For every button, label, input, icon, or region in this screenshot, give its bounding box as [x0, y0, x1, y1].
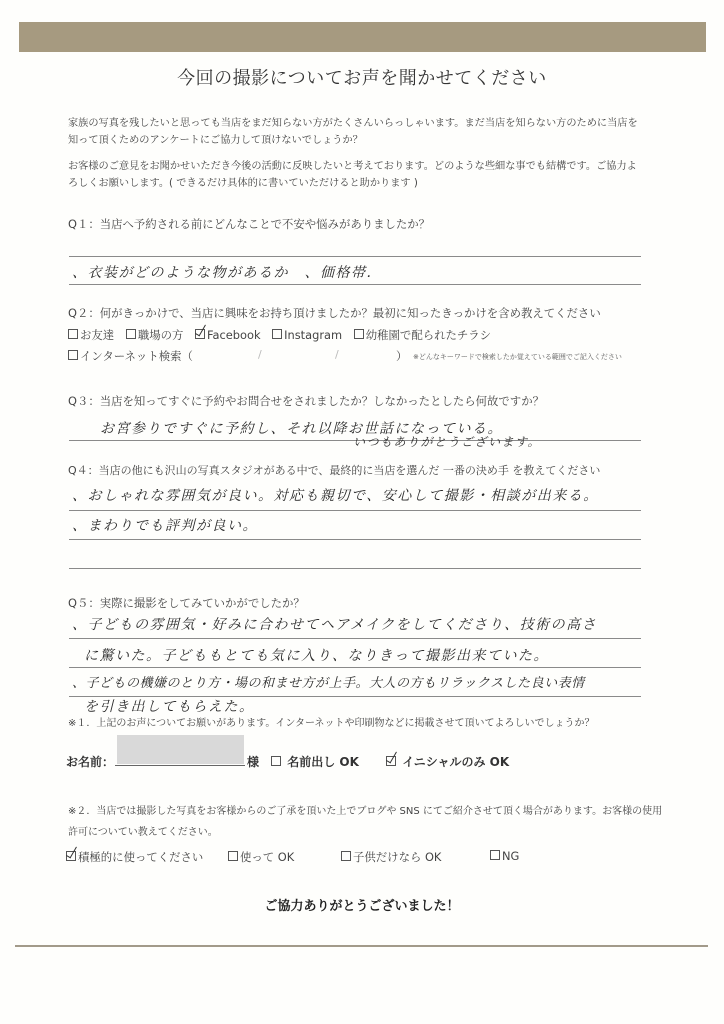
- name-suffix: 様: [247, 755, 260, 769]
- q2-option-instagram[interactable]: [272, 328, 342, 342]
- note-2: [68, 802, 662, 838]
- q2-option-facebook[interactable]: [195, 328, 261, 342]
- option-label: 職場の方: [137, 328, 184, 342]
- q4-answer-line: [69, 539, 641, 540]
- option-label: Facebook: [207, 328, 261, 342]
- q5-answer[interactable]: を引き出してもらえた。: [84, 699, 255, 715]
- q2-option-coworker[interactable]: [126, 328, 184, 342]
- note-line: 許可についてい教えてください。: [68, 827, 218, 838]
- page-title: 今回の撮影についてお声を聞かせてください: [177, 68, 547, 89]
- checkbox[interactable]: [490, 850, 500, 860]
- footer-divider: [15, 945, 708, 947]
- option-label: 幼稚園で配られたチラシ: [365, 328, 492, 342]
- option-label: Instagram: [284, 328, 343, 342]
- intro-paragraph-1: [68, 115, 668, 149]
- q5-question: Q５：実際に撮影をしてみていかがでしたか？: [68, 596, 305, 610]
- q3-answer[interactable]: いつもありがとうございます。: [353, 435, 542, 449]
- q4-answer[interactable]: 、まわりでも評判が良い。: [72, 518, 258, 534]
- usage-option-use-ok[interactable]: [228, 849, 294, 865]
- option-label: 積極的に使ってください: [78, 850, 204, 864]
- name-field-redacted[interactable]: [117, 735, 244, 764]
- option-label: インターネット検索（: [80, 349, 193, 363]
- q4-question: Q４：当店の他にも沢山の写真スタジオがある中で、最終的に当店を選んだ 一番の決め手 を教えてください: [68, 464, 601, 477]
- q2-option-friend[interactable]: [68, 328, 114, 342]
- checkbox[interactable]: [68, 329, 78, 339]
- header-bar: [19, 22, 706, 52]
- checkbox[interactable]: [272, 329, 282, 339]
- name-full-ok-option[interactable]: [271, 753, 359, 770]
- name-field-underline: [115, 765, 245, 766]
- separator-slash: /: [258, 348, 262, 361]
- option-label: 使って OK: [240, 850, 295, 864]
- checkbox[interactable]: [126, 329, 136, 339]
- q4-answer-line: [69, 568, 641, 569]
- checkbox[interactable]: [68, 350, 78, 360]
- q2-question: Q２：何がきっかけで、当店に興味をお持ち頂けましたか？最初に知ったきっかけを含め教えてください: [68, 306, 601, 320]
- note-1: ※１．上記のお声についてお願いがあります。インターネットや印刷物などに掲載させて頂いてよろしいでしょうか？: [68, 718, 595, 729]
- q1-answer-line: [69, 256, 641, 257]
- q5-answer-line: [69, 667, 641, 668]
- initials-only-ok-option[interactable]: [386, 753, 509, 770]
- intro-line: ろしくお願いします。( できるだけ具体的に書いていただけると助かります ): [68, 178, 418, 189]
- q1-answer-line: [69, 284, 641, 285]
- name-label: お名前：: [66, 755, 115, 769]
- intro-line: 知って頂くためのアンケートにご協力して頂けないでしょうか？: [68, 135, 363, 146]
- option-label: お友達: [80, 328, 115, 342]
- intro-paragraph-2: [68, 158, 668, 192]
- usage-option-actively-use[interactable]: [66, 849, 203, 865]
- option-label: イニシャルのみ OK: [402, 755, 510, 769]
- q1-answer[interactable]: 、衣装がどのような物があるか 、価格帯.: [72, 265, 373, 281]
- option-label: NG: [502, 849, 520, 863]
- thanks-message: ご協力ありがとうございました！: [264, 899, 460, 914]
- checkbox[interactable]: [341, 851, 351, 861]
- usage-option-ng[interactable]: [490, 849, 519, 863]
- q5-answer-line: [69, 638, 641, 639]
- checkbox-checked[interactable]: [386, 756, 396, 766]
- q2-options-row-1: [68, 327, 491, 343]
- checkbox[interactable]: [228, 851, 238, 861]
- q2-search-close-paren: ）: [396, 349, 408, 363]
- note-line: ※２．当店では撮影した写真をお客様からのご了承を頂いた上でブログや SNS にてご紹介させて頂く場合があります。お客様の使用: [68, 806, 663, 817]
- q4-answer[interactable]: 、おしゃれな雰囲気が良い。対応も親切で、安心して撮影・相談が出来る。: [72, 488, 599, 504]
- intro-line: お客様のご意見をお聞かせいただき今後の活動に反映したいと考えております。どのような些細な事でも結構です。ご協力よ: [68, 161, 637, 172]
- checkbox-checked[interactable]: [195, 329, 205, 339]
- option-label: 名前出し OK: [287, 755, 359, 769]
- usage-option-children-only[interactable]: [341, 849, 441, 865]
- q5-answer[interactable]: 、子どもの雰囲気・好みに合わせてヘアメイクをしてくださり、技術の高さ: [72, 617, 598, 633]
- q5-answer[interactable]: 、子どもの機嫌のとり方・場の和ませ方が上手。大人の方もリラックスした良い表情: [72, 676, 585, 691]
- q1-question: Q１：当店へ予約される前にどんなことで不安や悩みがありましたか？: [68, 217, 431, 231]
- q2-option-flyer[interactable]: [354, 328, 491, 342]
- option-label: 子供だけなら OK: [353, 850, 442, 864]
- checkbox[interactable]: [271, 756, 281, 766]
- separator-slash: /: [335, 348, 339, 361]
- checkbox-checked[interactable]: [66, 851, 76, 861]
- q3-question: Q３：当店を知ってすぐに予約やお問合せをされましたか？しなかったとしたら何故ですか？: [68, 394, 544, 408]
- q2-option-internet-search[interactable]: [68, 348, 193, 364]
- q2-search-note: ※どんなキーワードで検索したか覚えている範囲でご記入ください: [413, 353, 622, 361]
- q4-answer-line: [69, 510, 641, 511]
- q5-answer[interactable]: に驚いた。子どももとても気に入り、なりきって撮影出来ていた。: [84, 648, 549, 664]
- q3-answer[interactable]: お宮参りですぐに予約し、それ以降お世話になっている。: [100, 421, 503, 437]
- intro-line: 家族の写真を残したいと思っても当店をまだ知らない方がたくさんいらっしゃいます。まだ当店を知らない方のために当店を: [68, 118, 638, 129]
- checkbox[interactable]: [354, 329, 364, 339]
